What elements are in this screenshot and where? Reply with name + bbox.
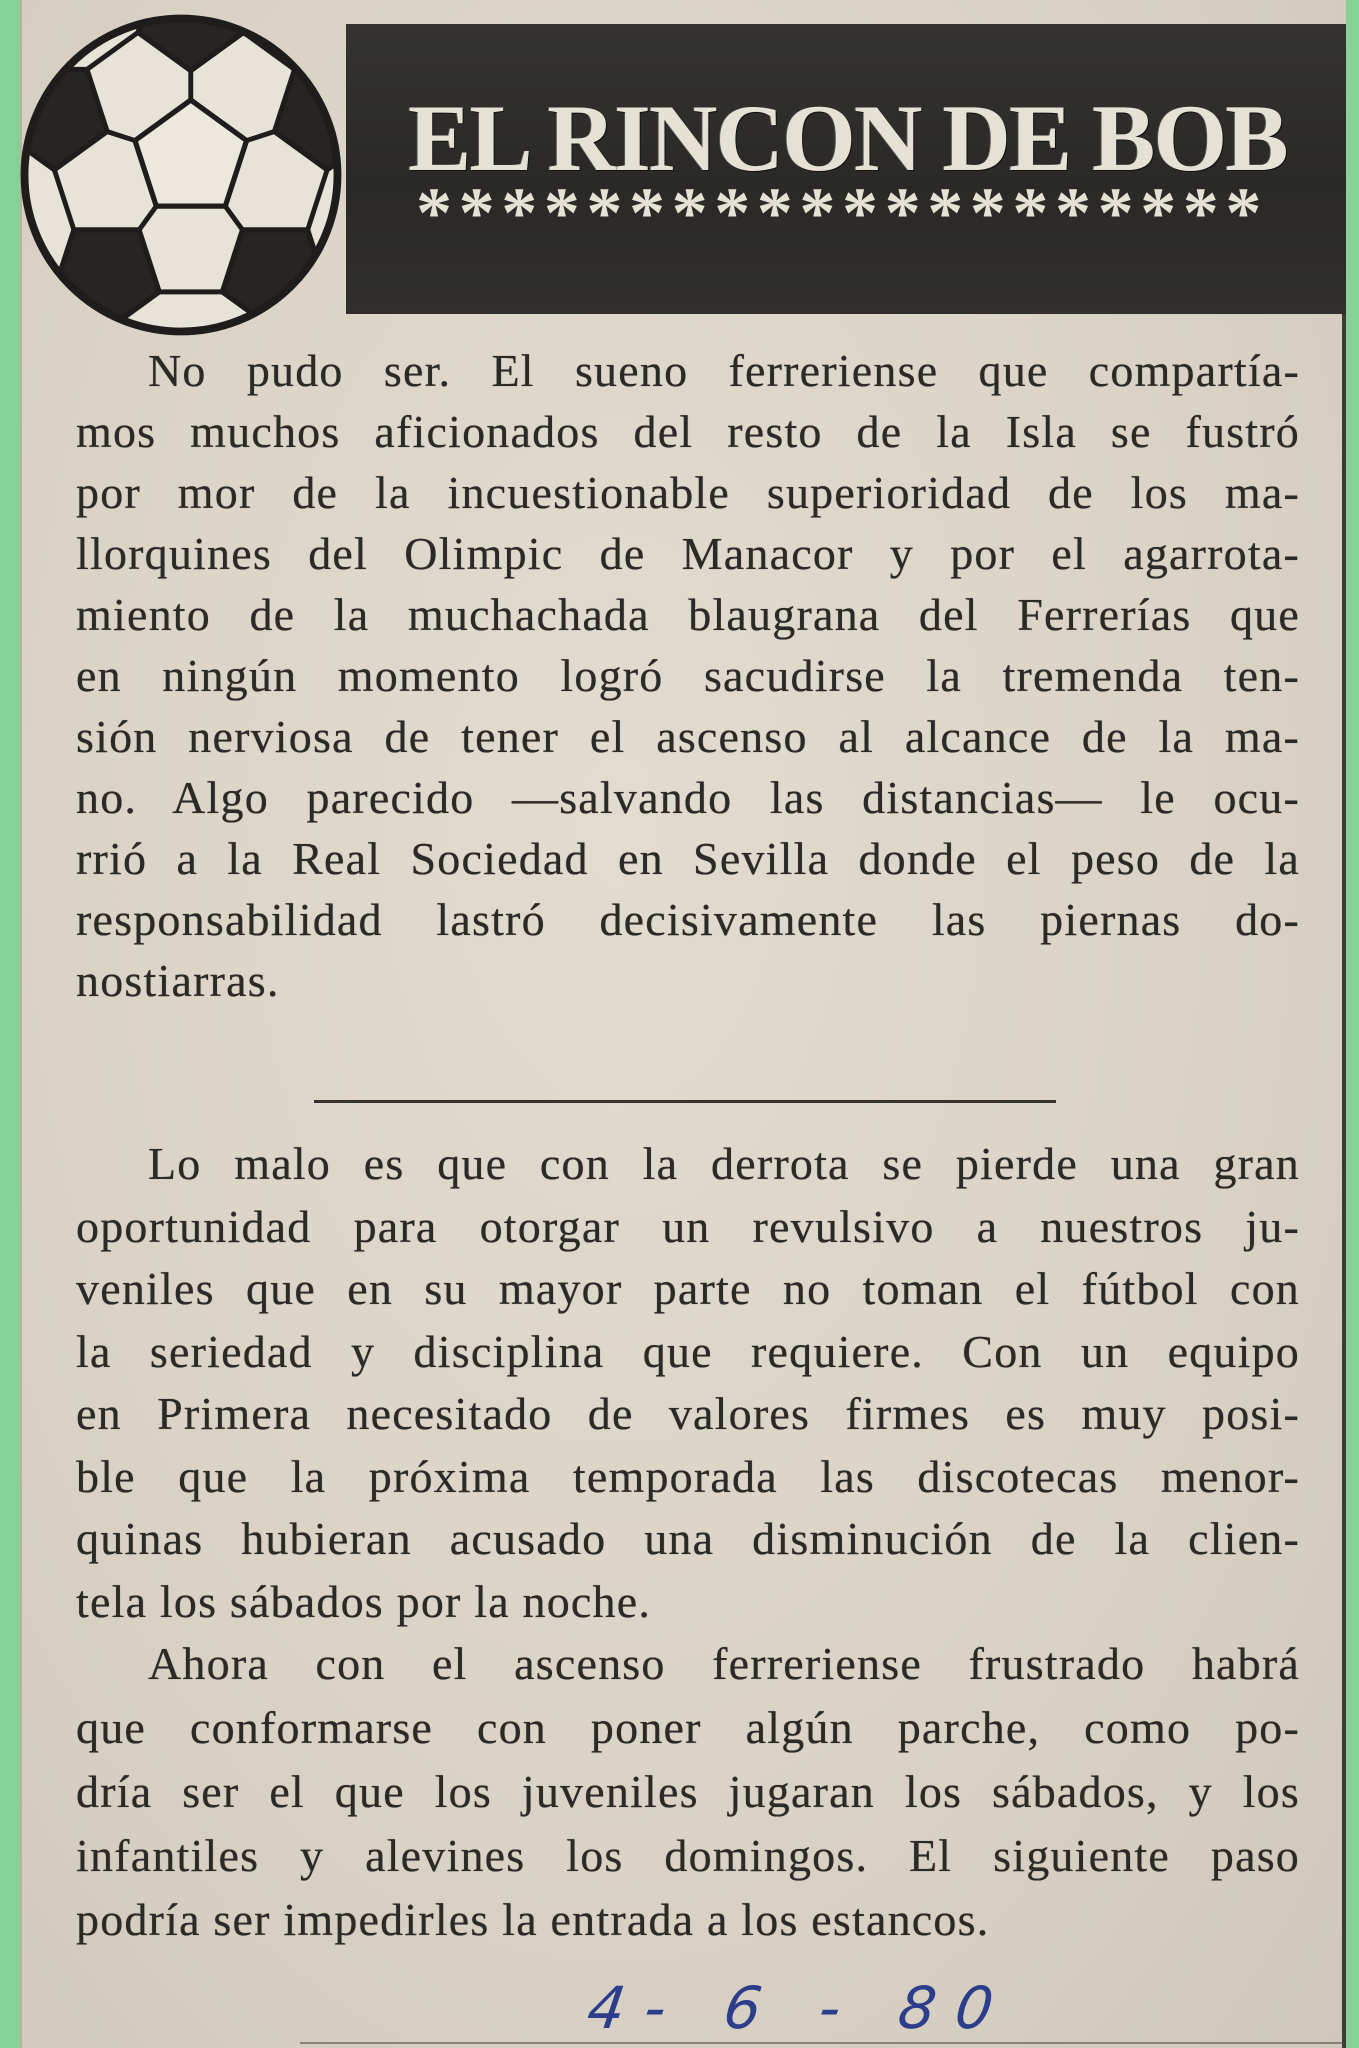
clipping-right-edge: [1342, 300, 1346, 2048]
article-line: no. Algo parecido —salvando las distancias— le ocu-: [76, 772, 1300, 823]
article-paragraph-3: [76, 1632, 1300, 1952]
article-paragraph-1: [76, 340, 1300, 1011]
article-line: ble que la próxima temporada las discotecas menor-: [76, 1450, 1300, 1502]
article-line: miento de la muchachada blaugrana del Ferrerías que: [76, 589, 1300, 640]
article-line: responsabilidad lastró decisivamente las piernas do-: [76, 894, 1300, 945]
column-header-banner: [346, 24, 1346, 314]
handwritten-date: 4- 6 - 80: [583, 1974, 1018, 2042]
article-line: oportunidad para otorgar un revulsivo a nuestros ju-: [76, 1200, 1300, 1252]
soccer-ball-icon: [18, 12, 344, 338]
article-line: rrió a la Real Sociedad en Sevilla donde el peso de la: [76, 833, 1300, 884]
title-stars-ornament: ********************: [416, 173, 1268, 253]
article-line: podría ser impedirles la entrada a los estancos.: [76, 1894, 990, 1945]
article-line: veniles que en su mayor parte no toman el fútbol con: [76, 1263, 1300, 1314]
article-line: que conformarse con poner algún parche, como po-: [76, 1702, 1300, 1753]
article-line: Ahora con el ascenso ferreriense frustrado habrá: [148, 1638, 1300, 1689]
article-line: en Primera necesitado de valores firmes es muy posi-: [76, 1388, 1300, 1439]
column-title: EL RINCON DE BOB: [408, 85, 1287, 191]
article-paragraph-2: [76, 1133, 1300, 1633]
article-line: llorquines del Olimpic de Manacor y por el agarrota-: [76, 528, 1300, 579]
section-divider: [314, 1100, 1056, 1103]
article-line: infantiles y alevines los domingos. El siguiente paso: [76, 1830, 1300, 1881]
article-line: quinas hubieran acusado una disminución de la clien-: [76, 1513, 1300, 1564]
article-line: en ningún momento logró sacudirse la tremenda ten-: [76, 650, 1300, 701]
article-line: nostiarras.: [76, 955, 280, 1006]
article-line: mos muchos aficionados del resto de la Isla se fustró: [76, 406, 1300, 457]
article-line: por mor de la incuestionable superioridad de los ma-: [76, 467, 1300, 518]
article-line: tela los sábados por la noche.: [76, 1575, 652, 1627]
article-line: Lo malo es que con la derrota se pierde una gran: [148, 1138, 1300, 1189]
article-line: dría ser el que los juveniles jugaran los sábados, y los: [76, 1766, 1300, 1817]
bottom-rule: [300, 2042, 1343, 2044]
article-line: No pudo ser. El sueno ferreriense que compartía-: [148, 345, 1300, 396]
article-line: la seriedad y disciplina que requiere. Con un equipo: [76, 1325, 1300, 1377]
article-line: sión nerviosa de tener el ascenso al alcance de la ma-: [76, 711, 1300, 762]
